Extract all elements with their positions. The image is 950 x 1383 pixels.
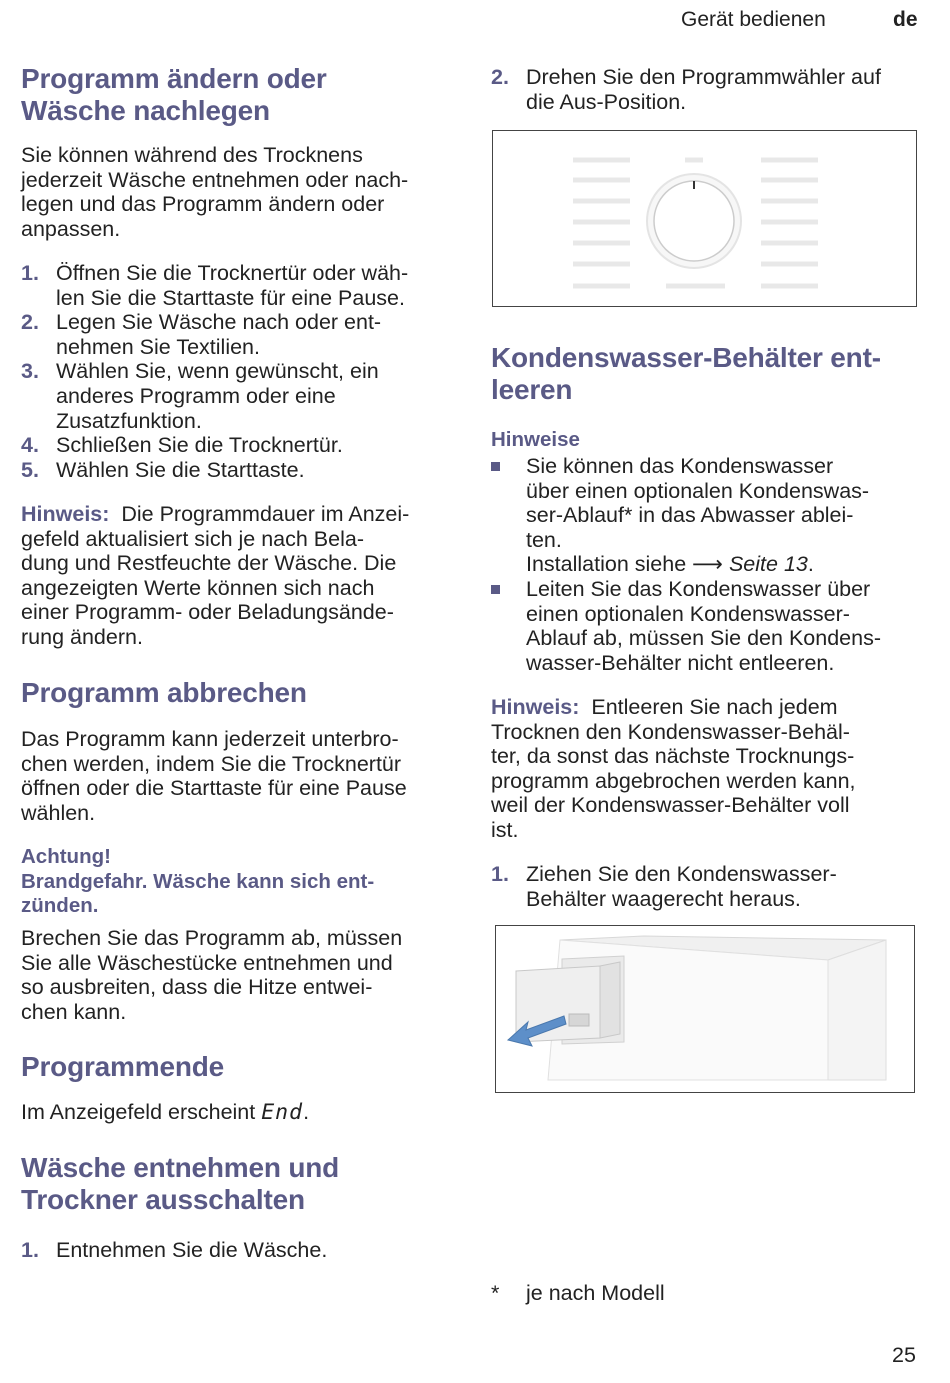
bullet-square-icon <box>491 462 500 471</box>
section-title-cancel-program: Programm abbrechen <box>21 677 307 708</box>
program-end-paragraph: Im Anzeigefeld erscheint End. <box>21 1100 310 1125</box>
pull-out-steps-list <box>491 862 931 911</box>
cancel-paragraph: Das Programm kann jederzeit unterbro- chen werden, indem Sie die Trocknertür öffnen oder die Starttaste für eine Pause wählen. <box>21 727 407 825</box>
arrow-right-icon: ⟶ <box>692 552 723 577</box>
list-item: 4. Schließen Sie die Trocknertür. <box>21 433 343 458</box>
program-selector-drawing <box>493 131 915 305</box>
header-language: de <box>893 8 918 31</box>
footnote <box>491 1281 665 1306</box>
section-title-remove-laundry: Wäsche entnehmen und Trockner ausschalten <box>21 1152 340 1215</box>
list-item: 2. Legen Sie Wäsche nach oder ent- nehmen Sie Textilien. <box>21 310 382 359</box>
bullet-square-icon <box>491 585 500 594</box>
selector-knob <box>654 181 734 261</box>
container-pull-out-illustration <box>495 925 915 1093</box>
page-reference: Seite 13 <box>728 552 808 577</box>
warning-paragraph: Brechen Sie das Programm ab, müssen Sie alle Wäschestücke entnehmen und so ausbreiten, dass die Hitze entwei- chen kann. <box>21 926 403 1024</box>
warning-heading: Achtung! Brandgefahr. Wäsche kann sich ent- zünden. <box>21 845 375 918</box>
notes-list <box>491 454 931 675</box>
remove-steps-list <box>21 1238 461 1263</box>
container-handle <box>569 1014 589 1026</box>
header-section-title: Gerät bedienen <box>681 8 826 31</box>
section-title-change-program: Programm ändern oder Wäsche nachlegen <box>21 63 327 126</box>
list-item: 3. Wählen Sie, wenn gewünscht, ein anderes Programm oder eine Zusatzfunktion. <box>21 359 379 433</box>
list-item: Leiten Sie das Kondenswasser über einen optionalen Kondenswasser- Ablauf ab, müssen Sie den Kondens- wasser-Behälter nicht entleeren. <box>491 577 931 675</box>
list-item: Sie können das Kondenswasser über einen optionalen Kondenswas- ser-Ablauf* in das Abwasser ablei- ten. Installation siehe ⟶ Seite 13. <box>491 454 931 577</box>
intro-paragraph: Sie können während des Trocknens jederzeit Wäsche entnehmen oder nach- legen und das Programm ändern oder anpassen. <box>21 143 409 241</box>
program-selector-illustration <box>492 130 917 307</box>
list-item: 1. Ziehen Sie den Kondenswasser- Behälter waagerecht heraus. <box>491 862 837 911</box>
section-title-program-end: Programmende <box>21 1051 224 1082</box>
display-end-glyph: End <box>261 1100 304 1125</box>
container-side <box>600 962 620 1038</box>
container-drawing <box>496 926 913 1091</box>
note-paragraph: Hinweis: Die Programmdauer im Anzei- gefeld aktualisiert sich je nach Bela- dung und Restfeuchte der Wäsche. Die angezeigten Werte können sich nach einer Programm- oder Beladungsände- rung ändern. <box>21 502 410 649</box>
list-item: 1. Öffnen Sie die Trocknertür oder wäh- len Sie die Starttaste für eine Pause. <box>21 261 409 310</box>
page-number: 25 <box>892 1343 916 1367</box>
notes-heading: Hinweise <box>491 428 580 451</box>
turn-off-steps-list <box>491 65 931 114</box>
note-empty-paragraph: Hinweis: Entleeren Sie nach jedem Trocknen den Kondenswasser-Behäl- ter, da sonst das nächste Trocknungs- programm abgebrochen werden kann, weil der Kondenswasser-Behälter voll ist. <box>491 695 856 842</box>
list-item: 1. Entnehmen Sie die Wäsche. <box>21 1238 328 1262</box>
footnote-text: je nach Modell <box>526 1281 665 1305</box>
footnote-mark: * <box>491 1281 500 1305</box>
section-title-empty-container: Kondenswasser-Behälter ent- leeren <box>491 342 881 405</box>
appliance-side <box>828 940 886 1080</box>
steps-list <box>21 261 461 482</box>
list-item: 5. Wählen Sie die Starttaste. <box>21 457 305 482</box>
list-item: 2. Drehen Sie den Programmwähler auf die Aus-Position. <box>491 65 881 114</box>
